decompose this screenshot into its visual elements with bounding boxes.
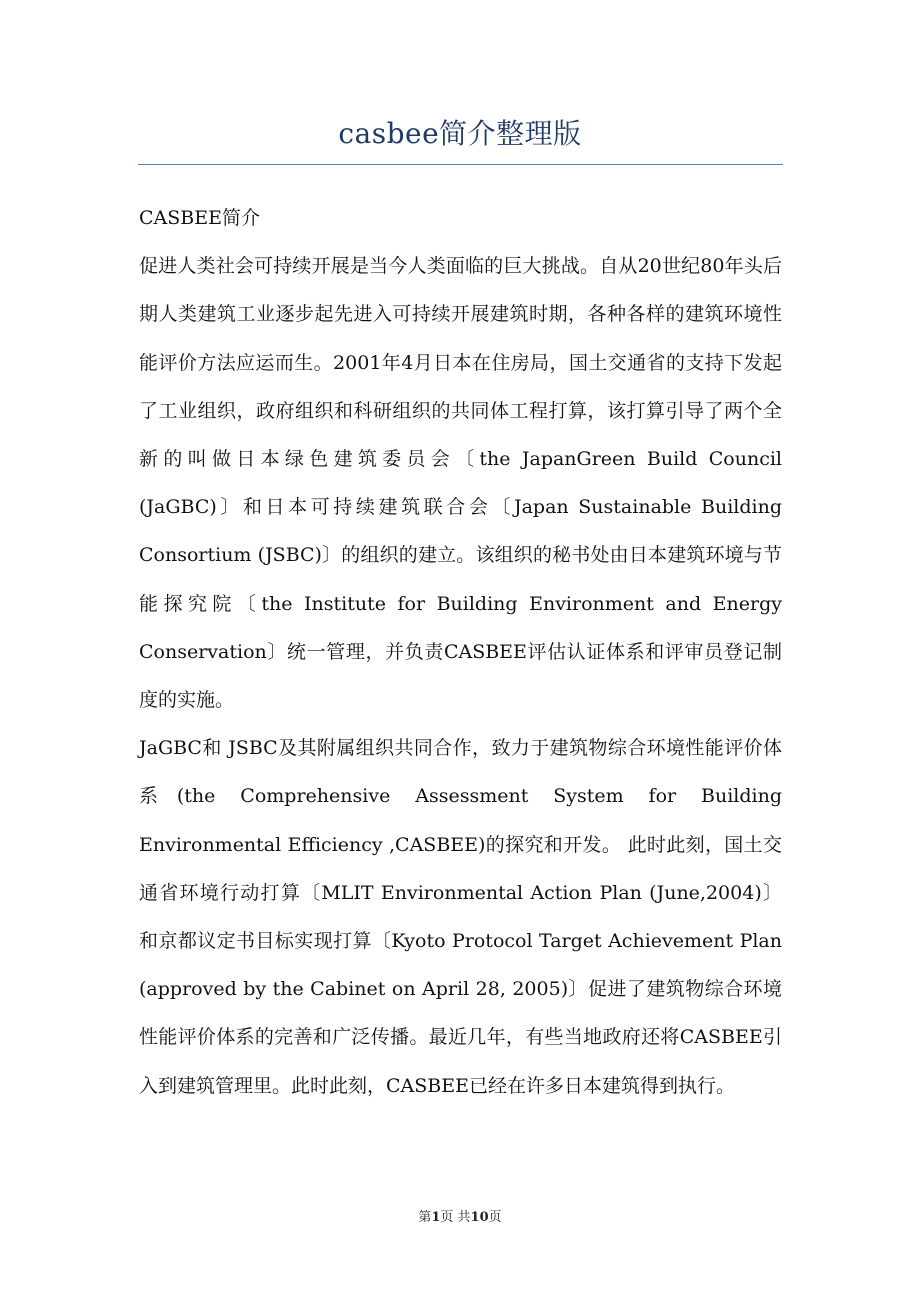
page-number: 1: [431, 1210, 441, 1225]
document-body: [139, 194, 782, 1110]
page-total: 10: [470, 1210, 489, 1225]
document-title: casbee简介整理版: [338, 117, 582, 150]
title-divider: [138, 164, 783, 165]
footer-suffix: 页: [488, 1210, 502, 1225]
paragraph: 促进人类社会可持续开展是当今人类面临的巨大挑战。自从20世纪80年头后期人类建筑工业逐步起先进入可持续开展建筑时期，各种各样的建筑环境性能评价方法应运而生。2001年4月日本在住房局，国土交通省的支持下发起了工业组织，政府组织和科研组织的共同体工程打算，该打算引导了两个全新的叫做日本绿色建筑委员会〔the JapanGreen Build Council (JaGBC)〕和日本可持续建筑联合会〔Japan Sustainable Building Consortium (JSBC)〕的组织的建立。该组织的秘书处由日本建筑环境与节能探究院〔the Institute for Building Environment and Energy Conservation〕统一管理，并负责CASBEE评估认证体系和评审员登记制度的实施。: [139, 255, 782, 712]
footer-mid: 页 共: [440, 1210, 471, 1225]
page-footer: [0, 1206, 920, 1225]
footer-prefix: 第: [418, 1210, 432, 1225]
section-heading: CASBEE简介: [139, 207, 260, 229]
paragraph: JaGBC和 JSBC及其附属组织共同合作，致力于建筑物综合环境性能评价体系(the Comprehensive Assessment System for Building Environmental Efficiency ,CASBEE)的探究和开发。 此时此刻，国土交通省环境行动打算〔MLIT Environmental Action Plan (June,2004)〕和京都议定书目标实现打算〔Kyoto Protocol Target Achievement Plan (approved by the Cabinet on April 28, 2005)〕促进了建筑物综合环境性能评价体系的完善和广泛传播。最近几年，有些当地政府还将CASBEE引入到建筑管理里。此时此刻，CASBEE已经在许多日本建筑得到执行。: [139, 737, 782, 1097]
